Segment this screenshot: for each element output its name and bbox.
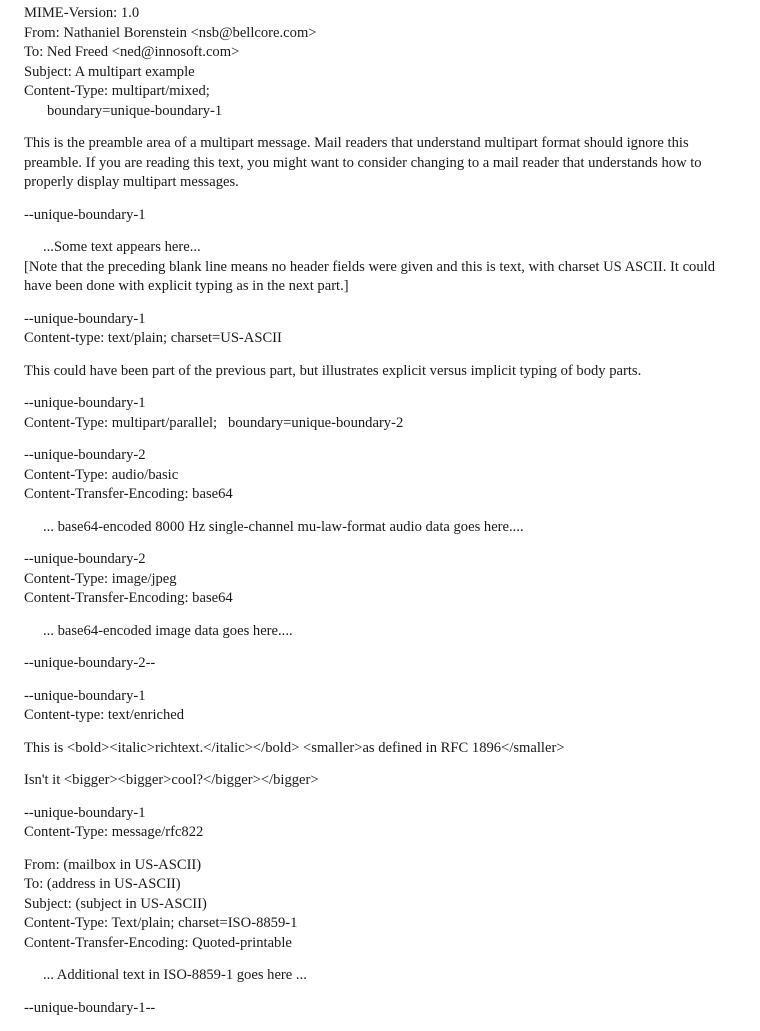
- boundary-line: --unique-boundary-1: [24, 310, 146, 327]
- enriched-content-type: Content-type: text/enriched: [24, 707, 185, 723]
- enriched-line2-block: [24, 771, 736, 791]
- part3-headers: [24, 394, 736, 433]
- audio-encoding: Content-Transfer-Encoding: base64: [24, 486, 233, 502]
- enriched-text-line2: Isn't it <bigger><bigger>cool?</bigger></bigger>: [24, 772, 319, 788]
- boundary-line: --unique-boundary-2: [24, 447, 146, 463]
- image-text: ... base64-encoded image data goes here....: [43, 622, 293, 639]
- close-boundary-2-block: [24, 654, 736, 674]
- audio-text: ... base64-encoded 8000 Hz single-channel mu-law-format audio data goes here....: [43, 518, 524, 535]
- embedded-header-from: From: (mailbox in US-ASCII): [24, 856, 202, 873]
- embedded-text: ... Additional text in ISO-8859-1 goes here ...: [43, 967, 307, 983]
- enriched-text-line1: This is <bold><italic>richtext.</italic></bold> <smaller>as defined in RFC 1896</smaller>: [24, 739, 565, 756]
- enriched-part-headers: [24, 687, 736, 726]
- enriched-line1-block: [24, 739, 736, 759]
- header-from: From: Nathaniel Borenstein <nsb@bellcore.com>: [24, 24, 317, 41]
- message-content-type: Content-Type: message/rfc822: [24, 824, 204, 840]
- part1-boundary-block: [24, 206, 736, 226]
- boundary-line: --unique-boundary-1: [24, 206, 146, 223]
- part1-text: ...Some text appears here...: [43, 239, 201, 255]
- image-encoding: Content-Transfer-Encoding: base64: [24, 590, 233, 606]
- close-boundary-1-block: [24, 999, 736, 1019]
- embedded-message-headers: [24, 856, 736, 954]
- part1-body: [24, 238, 736, 297]
- part2-content-type: Content-type: text/plain; charset=US-ASCII: [24, 330, 282, 346]
- closing-boundary-line: --unique-boundary-2--: [24, 655, 156, 671]
- boundary-line: --unique-boundary-1: [24, 687, 146, 704]
- preamble-text: This is the preamble area of a multipart message. Mail readers that understand multipart format should ignore this preamble. If you are reading this text, you might want to consider changing to a mail reader that understands how to properly display multipart messages.: [24, 135, 702, 190]
- closing-boundary-line: --unique-boundary-1--: [24, 999, 156, 1016]
- image-content-type: Content-Type: image/jpeg: [24, 570, 177, 587]
- boundary-line: --unique-boundary-1: [24, 804, 146, 821]
- audio-content-type: Content-Type: audio/basic: [24, 466, 179, 483]
- part3-content-type: Content-Type: multipart/parallel; boundary=unique-boundary-2: [24, 414, 404, 431]
- image-part-headers: [24, 550, 736, 609]
- header-boundary-param: boundary=unique-boundary-1: [47, 102, 223, 119]
- message-headers: [24, 4, 736, 121]
- embedded-header-to: To: (address in US-ASCII): [24, 876, 181, 892]
- header-subject: Subject: A multipart example: [24, 63, 195, 80]
- embedded-header-subject: Subject: (subject in US-ASCII): [24, 895, 207, 912]
- preamble: [24, 134, 736, 193]
- part1-note: [Note that the preceding blank line means no header fields were given and this is text, with charset US ASCII. It could have been done with explicit typing as in the next part.]: [24, 258, 715, 294]
- header-mime-version: MIME-Version: 1.0: [24, 5, 140, 21]
- embedded-header-encoding: Content-Transfer-Encoding: Quoted-printable: [24, 934, 292, 951]
- header-content-type: Content-Type: multipart/mixed;: [24, 83, 210, 99]
- audio-part-body: [24, 518, 736, 538]
- part2-body: [24, 362, 736, 382]
- embedded-header-content-type: Content-Type: Text/plain; charset=ISO-8859-1: [24, 915, 298, 931]
- boundary-line: --unique-boundary-1: [24, 395, 146, 411]
- part2-text: This could have been part of the previous part, but illustrates explicit versus implicit typing of body parts.: [24, 362, 642, 379]
- part2-headers: [24, 310, 736, 349]
- message-part-headers: [24, 804, 736, 843]
- boundary-line: --unique-boundary-2: [24, 551, 146, 567]
- embedded-message-body: [24, 966, 736, 986]
- audio-part-headers: [24, 446, 736, 505]
- image-part-body: [24, 622, 736, 642]
- header-to: To: Ned Freed <ned@innosoft.com>: [24, 44, 240, 60]
- mime-message-document: [24, 4, 736, 1031]
